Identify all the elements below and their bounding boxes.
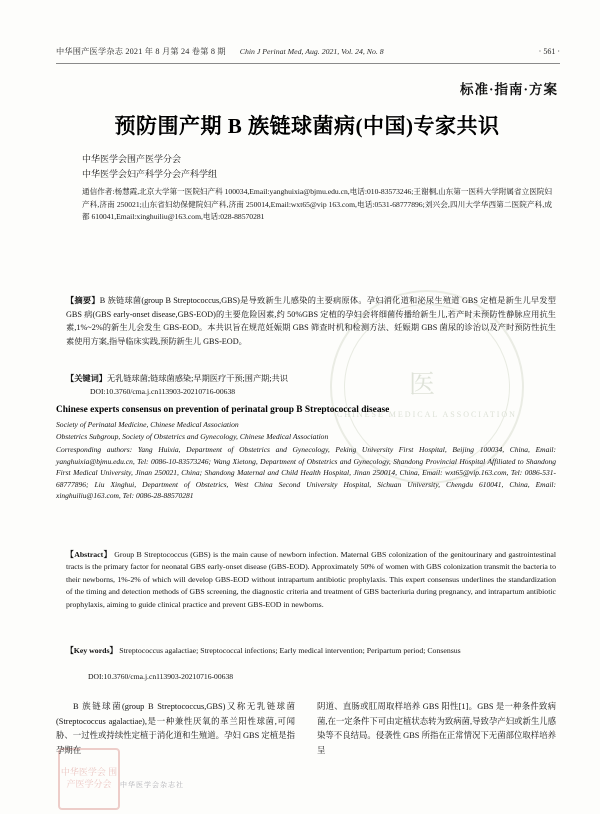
red-stamp-text: 中华医学会 围产医学分会	[60, 767, 118, 789]
body-column-right	[317, 700, 556, 758]
publisher-watermark: 中华医学会杂志社	[120, 781, 184, 789]
running-head	[56, 46, 560, 64]
corresponding-author-cn: 通信作者:杨慧霞,北京大学第一医院妇产科 100034,Email:yanghuixia@bjmu.edu.cn,电话:010-83573246;王谢桐,山东第一医科大学附属省立医院妇产科,济南 250021;山东省妇幼保健院妇产科,济南 250014,Email:wxt65@vip 163.com,电话:0531-68777896;刘兴会,四川大学华西第二医院产科,成都 610041,Email:xinghuiliu@163.com,电话:028-88570281	[82, 187, 552, 222]
page-title: 预防围产期 B 族链球菌病(中国)专家共识	[114, 114, 500, 138]
seal-watermark-subtext: CHINESE MEDICAL ASSOCIATION	[337, 410, 517, 419]
keywords-cn-text: 无乳链球菌;链球菌感染;早期医疗干预;围产期;共识	[106, 374, 288, 383]
abstract-en-label: 【Abstract】	[66, 550, 112, 559]
body-two-column	[56, 700, 556, 758]
keywords-cn	[66, 372, 556, 386]
body-paragraph-right: 阴道、直肠或肛周取样培养 GBS 阳性[1]。GBS 是一种条件致病菌,在一定条件下可由定植状态转为致病菌,导致孕产妇或新生儿感染等不良结局。侵袭性 GBS 所指在正常情况下无菌部位取样培养呈	[317, 702, 556, 755]
abstract-cn	[66, 294, 556, 348]
author-affiliations	[82, 152, 552, 182]
author-affiliation-1: 中华医学会围产医学分会	[82, 154, 182, 164]
keywords-en	[66, 645, 556, 657]
english-affiliation-1: Society of Perinatal Medicine, Chinese Medical Association	[56, 420, 239, 429]
keywords-en-label: 【Key words】	[66, 646, 118, 655]
doi-cn: DOI:10.3760/cma.j.cn113903-20210716-00638	[90, 387, 236, 396]
keywords-en-text: Streptococcus agalactiae; Streptococcal infections; Early medical intervention; Peripartum period; Consensus	[119, 646, 461, 655]
abstract-cn-text: B 族链球菌(group B Streptococcus,GBS)是导致新生儿感染的主要病原体。孕妇消化道和泌尿生殖道 GBS 定植是新生儿早发型 GBS 病(GBS early-onset disease,GBS-EOD)的主要危险因素,约 50%GBS 定植的孕妇会将细菌传播给新生儿,若产时未预防性静脉应用抗生素,1%~2%的新生儿会发生 GBS-EOD。本共识旨在规范妊娠期 GBS 筛查时机和检测方法、妊娠期 GBS 菌尿的诊治以及产时预防性抗生素使用方案,指导临床实践,预防新生儿 GBS-EOD。	[66, 296, 556, 346]
abstract-cn-label: 【摘要】	[66, 296, 100, 305]
body-column-left	[56, 700, 295, 758]
corresponding-author-en: Corresponding authors: Yang Huixia, Department of Obstetrics and Gynecology, Peking University First Hospital, Beijing 100034, China, Email: yanghuixia@bjmu.edu.cn, Tel: 0086-10-83573246; Wang Xietong, Department of Obstetrics and Gynecology, Shandong Provincial Hospital Affiliated to Shandong First Medical University, Jinan 250021, China; Shandong Maternal and Child Health Hospital, Jinan 250014, China, Email: wxt65@vip.163.com, Tel: 0086-531-68777896; Liu Xinghui, Department of Obstetrics, West China Second University Hospital, Sichuan University, Chengdu 610041, China, Email: xinghuiliu@163.com, Tel: 0086-28-88570281	[56, 445, 556, 501]
abstract-en	[66, 549, 556, 611]
abstract-en-text: Group B Streptococcus (GBS) is the main cause of newborn infection. Maternal GBS colonization of the genitourinary and gastrointestinal tracts is the primary factor for neonatal GBS early-onset disease (GBS-EOD). Approximately 50% of women with GBS colonization transmit the bacteria to their newborns, 1%-2% of which will develop GBS-EOD without intrapartum antibiotic prophylaxis. This expert consensus underlines the standardization of the timing and detection methods of GBS screening, the diagnostic criteria and treatment of GBS bacteriuria during pregnancy, and intrapartum antibiotic prophylaxis, aiming to guide clinical practice and prevent GBS-EOD in newborns.	[66, 550, 556, 609]
page-number: · 561 ·	[538, 47, 560, 56]
doi-en: DOI:10.3760/cma.j.cn113903-20210716-00638	[88, 672, 234, 681]
english-title: Chinese experts consensus on prevention of perinatal group B Streptococcal disease	[56, 405, 390, 415]
body-paragraph-left: B 族链球菌(group B Streptococcus,GBS)又称无乳链球菌(Streptococcus agalactiae),是一种兼性厌氧的革兰阳性球菌,可闻胁、一过性或持续性定植于消化道和生殖道。孕妇 GBS 定植是指孕期在	[56, 702, 295, 755]
seal-watermark-text: 医	[408, 370, 445, 399]
running-head-chinese: 中华围产医学杂志 2021 年 8 月第 24 卷第 8 期	[56, 47, 226, 56]
author-affiliation-2: 中华医学会妇产科学分会产科学组	[82, 169, 218, 179]
english-affiliation-2: Obstetrics Subgroup, Society of Obstetrics and Gynecology, Chinese Medical Association	[56, 431, 329, 441]
running-head-english: Chin J Perinat Med, Aug. 2021, Vol. 24, No. 8	[239, 47, 384, 56]
section-kind-label: 标准·指南·方案	[459, 82, 558, 97]
keywords-cn-label: 【关键词】	[66, 374, 107, 383]
english-affiliations	[56, 419, 556, 442]
